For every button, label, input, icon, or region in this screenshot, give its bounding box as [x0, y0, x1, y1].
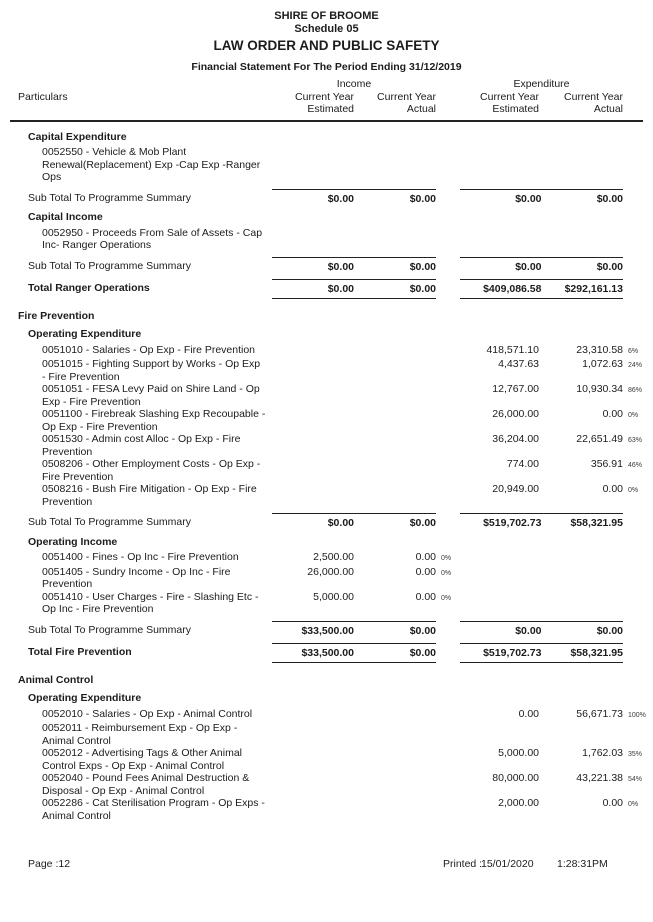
expenditure-estimated-value: $0.00 — [515, 624, 542, 637]
expenditure-group-header: Expenditure — [513, 78, 570, 90]
table-row — [0, 551, 653, 566]
row-subheader: Operating Income — [28, 535, 118, 548]
expenditure-estimated-value: 80,000.00 — [492, 772, 539, 784]
particulars-cell: 0052950 - Proceeds From Sale of Assets - Cap Inc- Ranger Operations — [42, 226, 263, 251]
summary-label: Sub Total To Programme Summary — [28, 516, 192, 528]
income-percent: 0% — [441, 594, 452, 602]
income-estimated-header-line2: Estimated — [307, 103, 354, 115]
income-amounts — [272, 279, 436, 299]
expenditure-actual-value: 0.00 — [602, 408, 623, 420]
income-percent — [436, 747, 460, 749]
particulars-header: Particulars — [18, 90, 68, 103]
income-actual-value: 0.00 — [415, 551, 436, 563]
income-amounts — [272, 643, 436, 663]
particulars-cell: 0051400 - Fines - Op Inc - Fire Prevention — [42, 551, 239, 563]
table-row — [0, 227, 653, 252]
expenditure-amounts — [460, 257, 623, 274]
row-subtotal — [0, 621, 653, 638]
income-percent: 0% — [441, 555, 452, 562]
expenditure-actual-header-line1: Current Year — [564, 90, 623, 103]
expenditure-percent — [623, 591, 651, 593]
expenditure-estimated-value: 5,000.00 — [498, 747, 539, 759]
table-row — [0, 483, 653, 508]
income-actual-value: $0.00 — [409, 517, 436, 529]
expenditure-actual-value: 1,072.63 — [582, 358, 623, 370]
income-actual-value: 0.00 — [415, 590, 436, 603]
particulars-cell: 0051051 - FESA Levy Paid on Shire Land - Op Exp - Fire Prevention — [42, 383, 260, 408]
particulars-cell: 0052010 - Salaries - Op Exp - Animal Control — [42, 707, 253, 720]
expenditure-actual-value: 10,930.34 — [576, 383, 623, 395]
expenditure-percent — [623, 513, 651, 515]
table-row — [0, 722, 653, 747]
table-row — [0, 344, 653, 359]
expenditure-estimated-value: 774.00 — [506, 458, 539, 470]
row-subheader: Capital Expenditure — [28, 130, 127, 143]
table-row — [0, 358, 653, 383]
expenditure-percent — [623, 227, 651, 229]
income-percent — [436, 797, 460, 799]
statement-rows — [0, 131, 653, 823]
income-percent — [436, 621, 460, 623]
income-amounts — [272, 257, 436, 274]
summary-label: Total Fire Prevention — [28, 646, 132, 658]
table-row — [0, 566, 653, 591]
expenditure-estimated-header-line2: Estimated — [492, 103, 539, 115]
particulars-cell: 0051405 - Sundry Income - Op Inc - Fire Prevention — [42, 565, 231, 590]
expenditure-estimated-value: 2,000.00 — [498, 797, 539, 809]
income-percent — [436, 513, 460, 515]
printed-time: 1:28:31PM — [557, 858, 608, 870]
income-percent — [436, 383, 460, 385]
particulars-cell: 0508206 - Other Employment Costs - Op Exp - Fire Prevention — [42, 458, 261, 483]
income-percent — [436, 458, 460, 460]
page-title: LAW ORDER AND PUBLIC SAFETY — [213, 38, 440, 53]
expenditure-estimated-value: 26,000.00 — [492, 408, 539, 420]
row-subtotal — [0, 189, 653, 206]
expenditure-amounts — [460, 279, 623, 299]
expenditure-percent: 24% — [628, 362, 643, 369]
expenditure-estimated-value: 4,437.63 — [498, 358, 539, 370]
row-program: Animal Control — [18, 673, 94, 686]
expenditure-actual-value: $0.00 — [596, 260, 623, 273]
expenditure-percent: 0% — [628, 487, 639, 494]
income-percent — [436, 483, 460, 485]
income-amounts — [272, 513, 436, 530]
income-actual-value: $0.00 — [409, 624, 436, 637]
income-estimated-value: 26,000.00 — [307, 565, 354, 578]
income-actual-value: $0.00 — [409, 192, 436, 205]
income-actual-header-line1: Current Year — [377, 90, 436, 103]
income-estimated-value: $0.00 — [327, 192, 354, 205]
document-header — [0, 0, 653, 73]
expenditure-percent: 54% — [628, 776, 643, 783]
particulars-cell: 0052011 - Reimbursement Exp - Op Exp - Animal Control — [42, 722, 238, 747]
expenditure-actual-value: 1,762.03 — [582, 747, 623, 759]
income-estimated-value: $33,500.00 — [301, 624, 354, 637]
period-subtitle: Financial Statement For The Period Ending 31/12/2019 — [191, 61, 462, 73]
income-percent — [436, 279, 460, 281]
row-program: Fire Prevention — [18, 309, 95, 322]
expenditure-estimated-value: 20,949.00 — [492, 483, 539, 495]
summary-label: Sub Total To Programme Summary — [28, 191, 192, 204]
particulars-cell: 0051410 - User Charges - Fire - Slashing Etc - Op Inc - Fire Prevention — [42, 590, 259, 615]
printed-date: 15/01/2020 — [481, 858, 534, 870]
expenditure-percent — [623, 279, 651, 281]
expenditure-percent: 63% — [628, 437, 643, 444]
income-actual-header-line2: Actual — [406, 103, 436, 115]
income-actual-value: 0.00 — [415, 565, 436, 578]
income-percent: 0% — [441, 569, 452, 577]
income-estimated-value: $0.00 — [327, 283, 354, 295]
table-row — [0, 797, 653, 822]
expenditure-estimated-value: 36,204.00 — [492, 433, 539, 445]
summary-label: Sub Total To Programme Summary — [28, 259, 192, 272]
income-estimated-header-line1: Current Year — [295, 90, 354, 103]
column-headers — [0, 78, 653, 116]
table-row — [0, 433, 653, 458]
income-percent — [436, 708, 460, 710]
expenditure-percent — [623, 621, 651, 623]
income-percent — [436, 772, 460, 774]
row-subheader: Operating Expenditure — [28, 692, 142, 704]
expenditure-percent: 100% — [628, 711, 646, 719]
income-percent — [436, 227, 460, 229]
org-title: SHIRE OF BROOME — [274, 10, 379, 22]
table-row — [0, 747, 653, 772]
expenditure-percent — [623, 566, 651, 568]
income-actual-value: $0.00 — [409, 647, 436, 659]
row-subheader: Capital Income — [28, 211, 103, 223]
schedule-title: Schedule 05 — [294, 23, 359, 35]
expenditure-percent: 0% — [628, 412, 639, 419]
table-row — [0, 458, 653, 483]
expenditure-amounts — [460, 513, 623, 530]
expenditure-estimated-value: $519,702.73 — [483, 517, 542, 529]
expenditure-actual-value: $58,321.95 — [570, 517, 623, 529]
income-amounts — [272, 621, 436, 638]
particulars-cell: 0052040 - Pound Fees Animal Destruction & Disposal - Op Exp - Animal Control — [42, 772, 250, 797]
row-subtotal — [0, 513, 653, 530]
expenditure-actual-value: 43,221.38 — [576, 772, 623, 784]
particulars-cell: 0052012 - Advertising Tags & Other Animal Control Exps - Op Exp - Animal Control — [42, 747, 243, 772]
expenditure-estimated-value: 0.00 — [518, 707, 539, 720]
expenditure-percent: 6% — [628, 347, 639, 355]
income-percent — [436, 643, 460, 645]
row-total — [0, 643, 653, 663]
income-estimated-value: 5,000.00 — [313, 590, 354, 603]
income-estimated-value: $0.00 — [327, 260, 354, 273]
expenditure-amounts — [460, 189, 623, 206]
particulars-cell: 0051010 - Salaries - Op Exp - Fire Prevention — [42, 343, 256, 356]
expenditure-estimated-value: 12,767.00 — [492, 383, 539, 395]
income-percent — [436, 344, 460, 346]
expenditure-actual-value: 23,310.58 — [576, 343, 623, 356]
income-percent — [436, 433, 460, 435]
header-rule — [10, 120, 643, 122]
expenditure-percent: 35% — [628, 751, 643, 758]
expenditure-percent — [623, 257, 651, 259]
expenditure-estimated-value: $0.00 — [515, 192, 542, 205]
expenditure-actual-value: 0.00 — [602, 483, 623, 495]
expenditure-percent — [623, 722, 651, 724]
table-row — [0, 408, 653, 433]
printed-label: Printed : — [443, 858, 483, 870]
row-total — [0, 279, 653, 299]
expenditure-estimated-value: 418,571.10 — [486, 343, 539, 356]
expenditure-actual-value: $292,161.13 — [564, 283, 623, 295]
table-row — [0, 708, 653, 723]
table-row — [0, 383, 653, 408]
income-percent — [436, 257, 460, 259]
particulars-cell: 0051015 - Fighting Support by Works - Op Exp - Fire Prevention — [42, 358, 261, 383]
income-actual-value: $0.00 — [409, 283, 436, 295]
expenditure-actual-value: $0.00 — [596, 192, 623, 205]
expenditure-actual-value: 356.91 — [590, 458, 623, 470]
expenditure-percent — [623, 551, 651, 553]
summary-label: Total Ranger Operations — [28, 282, 150, 294]
summary-label: Sub Total To Programme Summary — [28, 623, 192, 636]
income-estimated-value: 2,500.00 — [313, 551, 354, 563]
income-actual-value: $0.00 — [409, 260, 436, 273]
particulars-cell: 0052286 - Cat Sterilisation Program - Op Exps - Animal Control — [42, 797, 265, 822]
income-estimated-value: $33,500.00 — [301, 647, 354, 659]
expenditure-percent — [623, 643, 651, 645]
particulars-cell: 0052550 - Vehicle & Mob Plant Renewal(Replacement) Exp -Cap Exp -Ranger Ops — [42, 146, 261, 183]
expenditure-percent — [623, 146, 651, 148]
row-subtotal — [0, 257, 653, 274]
expenditure-actual-value: $58,321.95 — [570, 647, 623, 659]
expenditure-percent: 86% — [628, 387, 643, 394]
expenditure-percent: 0% — [628, 801, 639, 808]
particulars-cell: 0508216 - Bush Fire Mitigation - Op Exp - Fire Prevention — [42, 483, 257, 508]
income-amounts — [272, 189, 436, 206]
expenditure-estimated-header-line1: Current Year — [480, 90, 539, 103]
table-row — [0, 772, 653, 797]
table-row — [0, 146, 653, 184]
expenditure-estimated-value: $0.00 — [515, 260, 542, 273]
income-percent — [436, 358, 460, 360]
expenditure-percent: 46% — [628, 462, 643, 469]
particulars-cell: 0051530 - Admin cost Alloc - Op Exp - Fire Prevention — [42, 433, 241, 458]
expenditure-estimated-value: $409,086.58 — [483, 283, 542, 295]
income-percent — [436, 146, 460, 148]
income-estimated-value: $0.00 — [327, 517, 354, 529]
income-percent — [436, 408, 460, 410]
expenditure-actual-value: $0.00 — [596, 624, 623, 637]
table-row — [0, 591, 653, 616]
row-subheader: Operating Expenditure — [28, 328, 142, 340]
income-percent — [436, 722, 460, 724]
particulars-cell: 0051100 - Firebreak Slashing Exp Recoupable - Op Exp - Fire Prevention — [42, 408, 266, 433]
income-percent — [436, 189, 460, 191]
income-group-header: Income — [336, 78, 372, 90]
expenditure-actual-header-line2: Actual — [593, 103, 623, 115]
expenditure-amounts — [460, 643, 623, 663]
expenditure-actual-value: 0.00 — [602, 797, 623, 809]
page-number: Page :12 — [28, 858, 71, 870]
expenditure-actual-value: 22,651.49 — [576, 433, 623, 445]
expenditure-actual-value: 56,671.73 — [576, 707, 623, 720]
expenditure-estimated-value: $519,702.73 — [483, 647, 542, 659]
expenditure-percent — [623, 189, 651, 191]
expenditure-amounts — [460, 621, 623, 638]
